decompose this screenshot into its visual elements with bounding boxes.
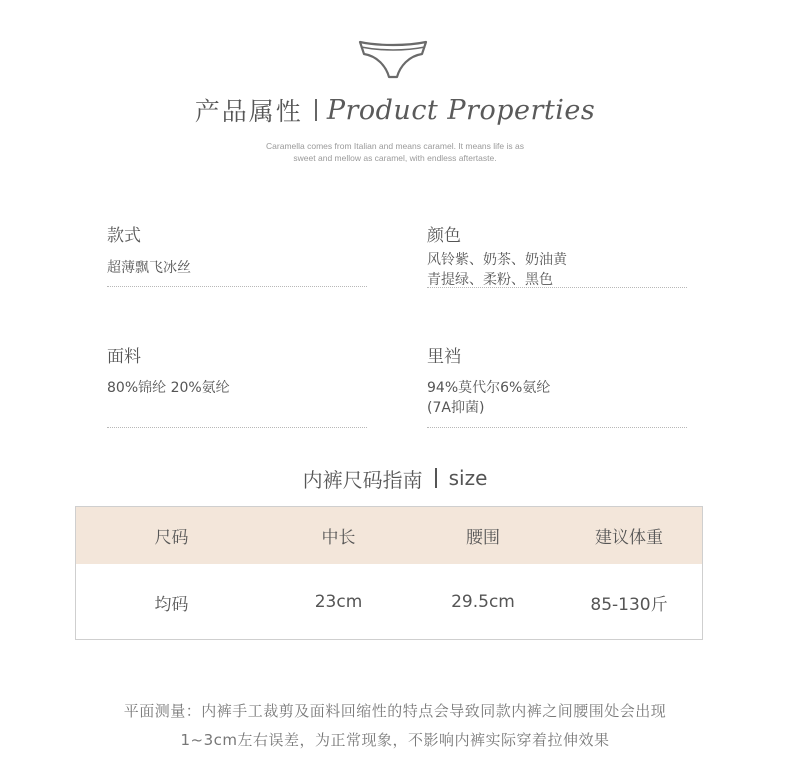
- cell-length: 23cm: [314, 592, 363, 612]
- panty-icon: [357, 38, 429, 80]
- title-en: Product Properties: [326, 94, 596, 126]
- cell-size: 均码: [154, 594, 189, 615]
- property-fabric: [107, 342, 367, 398]
- property-style: [107, 221, 367, 278]
- cell-weight: 85-130斤: [590, 594, 668, 615]
- title-divider: [435, 468, 437, 488]
- table-row: [76, 564, 702, 640]
- property-value-line-1: 94%莫代尔6%氨纶: [427, 380, 551, 396]
- property-color: [427, 221, 687, 290]
- measurement-note-line-2: 1~3cm左右误差，为正常现象，不影响内裤实际穿着拉伸效果: [180, 731, 610, 749]
- property-label: 面料: [107, 347, 141, 367]
- size-guide-title: [0, 463, 790, 493]
- tagline: [0, 140, 790, 164]
- dotted-divider: [427, 287, 687, 288]
- tagline-line-1: Caramella comes from Italian and means caramel. It means life is as: [266, 141, 524, 151]
- table-header-row: [76, 507, 702, 564]
- dotted-divider: [107, 286, 367, 287]
- title-cn: 产品属性: [194, 97, 303, 126]
- property-value: 超薄飘飞冰丝: [107, 260, 191, 276]
- property-value: 80%锦纶 20%氨纶: [107, 380, 230, 396]
- measurement-note-line-1: 平面测量：内裤手工裁剪及面料回缩性的特点会导致同款内裤之间腰围处会出现: [123, 702, 667, 720]
- property-value-line-2: (7A抑菌): [427, 400, 485, 416]
- section-title: [0, 88, 790, 132]
- dotted-divider: [427, 427, 687, 428]
- header-cell-length: 中长: [321, 528, 356, 548]
- header-cell-waist: 腰围: [466, 528, 500, 548]
- size-guide-title-en: size: [448, 466, 488, 490]
- dotted-divider: [107, 427, 367, 428]
- property-value-line-2: 青提绿、柔粉、黑色: [427, 272, 553, 288]
- cell-waist: 29.5cm: [451, 592, 515, 612]
- title-divider: [315, 99, 317, 121]
- size-table: [75, 506, 703, 640]
- size-guide-title-cn: 内裤尺码指南: [302, 467, 423, 492]
- tagline-line-2: sweet and mellow as caramel, with endless aftertaste.: [293, 153, 497, 163]
- property-label: 颜色: [427, 226, 461, 246]
- property-crotch: [427, 342, 687, 418]
- header-cell-weight: 建议体重: [595, 528, 663, 548]
- header-cell-size: 尺码: [154, 528, 189, 548]
- property-label: 里裆: [427, 347, 461, 367]
- property-label: 款式: [107, 226, 141, 246]
- property-value-line-1: 风铃紫、奶茶、奶油黄: [427, 252, 567, 268]
